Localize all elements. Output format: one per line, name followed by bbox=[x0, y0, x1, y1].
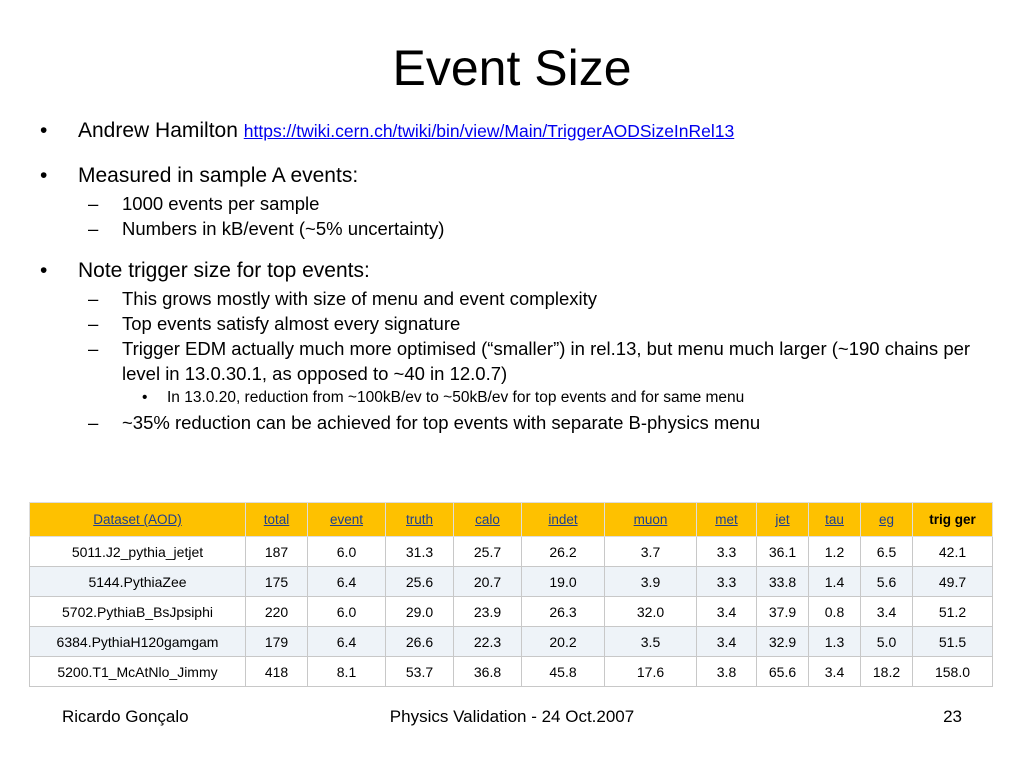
size-value-cell: 53.7 bbox=[386, 657, 454, 687]
header-link[interactable]: event bbox=[329, 512, 364, 527]
size-value-cell: 23.9 bbox=[454, 597, 522, 627]
table-row bbox=[30, 627, 993, 657]
sub-bullet bbox=[38, 286, 998, 311]
header-link[interactable]: jet bbox=[775, 512, 790, 527]
size-value-cell: 179 bbox=[246, 627, 308, 657]
size-value-cell: 29.0 bbox=[386, 597, 454, 627]
size-value-cell: 3.4 bbox=[697, 627, 757, 657]
size-value-cell: 5.6 bbox=[861, 567, 913, 597]
size-value-cell: 187 bbox=[246, 537, 308, 567]
size-value-cell: 6.5 bbox=[861, 537, 913, 567]
bullet-marker: • bbox=[40, 259, 48, 282]
size-value-cell: 175 bbox=[246, 567, 308, 597]
dataset-name-cell: 5702.PythiaB_BsJpsiphi bbox=[30, 597, 246, 627]
size-value-cell: 158.0 bbox=[913, 657, 993, 687]
bullet-list bbox=[38, 116, 998, 435]
sub-bullet bbox=[38, 336, 998, 386]
sub-bullet bbox=[38, 191, 998, 216]
slide-title: Event Size bbox=[392, 40, 632, 96]
size-value-cell: 36.1 bbox=[757, 537, 809, 567]
sub-bullet-text: Top events satisfy almost every signature bbox=[122, 313, 461, 334]
footer-author: Ricardo Gonçalo bbox=[62, 707, 189, 726]
bullet-measured bbox=[38, 161, 998, 191]
dash-marker: – bbox=[88, 313, 99, 334]
size-value-cell: 17.6 bbox=[605, 657, 697, 687]
col-header-met[interactable] bbox=[697, 503, 757, 537]
size-value-cell: 18.2 bbox=[861, 657, 913, 687]
size-value-cell: 8.1 bbox=[308, 657, 386, 687]
col-header-truth[interactable] bbox=[386, 503, 454, 537]
size-value-cell: 65.6 bbox=[757, 657, 809, 687]
dash-marker: – bbox=[88, 218, 99, 239]
header-link[interactable]: calo bbox=[475, 512, 500, 527]
size-value-cell: 20.2 bbox=[522, 627, 605, 657]
bullet-trigger-note bbox=[38, 256, 998, 286]
table-row bbox=[30, 567, 993, 597]
size-value-cell: 6.0 bbox=[308, 537, 386, 567]
sub-sub-bullet bbox=[38, 386, 998, 410]
event-size-table bbox=[29, 502, 993, 687]
size-value-cell: 25.6 bbox=[386, 567, 454, 597]
size-value-cell: 32.9 bbox=[757, 627, 809, 657]
size-value-cell: 51.2 bbox=[913, 597, 993, 627]
col-header-indet[interactable] bbox=[522, 503, 605, 537]
bullet-marker: • bbox=[142, 389, 148, 406]
col-header-event[interactable] bbox=[308, 503, 386, 537]
header-link[interactable]: total bbox=[263, 512, 290, 527]
sub-bullet bbox=[38, 216, 998, 241]
header-link[interactable]: muon bbox=[633, 512, 668, 527]
twiki-link[interactable]: https://twiki.cern.ch/twiki/bin/view/Main/TriggerAODSizeInRel13 bbox=[243, 121, 735, 141]
size-value-cell: 25.7 bbox=[454, 537, 522, 567]
size-value-cell: 33.8 bbox=[757, 567, 809, 597]
dash-marker: – bbox=[88, 338, 99, 359]
header-link[interactable]: truth bbox=[405, 512, 433, 527]
size-value-cell: 3.7 bbox=[605, 537, 697, 567]
sub-bullet-text: ~35% reduction can be achieved for top events with separate B-physics menu bbox=[122, 412, 761, 433]
size-value-cell: 220 bbox=[246, 597, 308, 627]
size-value-cell: 51.5 bbox=[913, 627, 993, 657]
size-value-cell: 3.4 bbox=[861, 597, 913, 627]
footer-page-number: 23 bbox=[943, 707, 962, 726]
size-value-cell: 42.1 bbox=[913, 537, 993, 567]
size-value-cell: 26.3 bbox=[522, 597, 605, 627]
size-value-cell: 26.2 bbox=[522, 537, 605, 567]
size-value-cell: 22.3 bbox=[454, 627, 522, 657]
sub-bullet bbox=[38, 410, 998, 435]
table-row bbox=[30, 537, 993, 567]
size-value-cell: 32.0 bbox=[605, 597, 697, 627]
sub-bullet-text: This grows mostly with size of menu and event complexity bbox=[122, 288, 598, 309]
col-header-calo[interactable] bbox=[454, 503, 522, 537]
size-value-cell: 19.0 bbox=[522, 567, 605, 597]
footer-event: Physics Validation - 24 Oct.2007 bbox=[389, 707, 635, 726]
size-value-cell: 1.3 bbox=[809, 627, 861, 657]
col-header-trigger: trig ger bbox=[913, 503, 993, 537]
col-header-muon[interactable] bbox=[605, 503, 697, 537]
sub-sub-bullet-text: In 13.0.20, reduction from ~100kB/ev to ~50kB/ev for top events and for same menu bbox=[167, 389, 745, 406]
dash-marker: – bbox=[88, 288, 99, 309]
table-row bbox=[30, 657, 993, 687]
size-value-cell: 3.4 bbox=[809, 657, 861, 687]
dash-marker: – bbox=[88, 412, 99, 433]
dataset-name-cell: 5011.J2_pythia_jetjet bbox=[30, 537, 246, 567]
dataset-name-cell: 6384.PythiaH120gamgam bbox=[30, 627, 246, 657]
sub-bullet-text: 1000 events per sample bbox=[122, 193, 320, 214]
author-name: Andrew Hamilton bbox=[78, 119, 238, 142]
bullet-text: Note trigger size for top events: bbox=[78, 259, 370, 282]
dash-marker: – bbox=[88, 193, 99, 214]
col-header-tau[interactable] bbox=[809, 503, 861, 537]
col-header-jet[interactable] bbox=[757, 503, 809, 537]
table-row bbox=[30, 597, 993, 627]
size-value-cell: 45.8 bbox=[522, 657, 605, 687]
dataset-name-cell: 5200.T1_McAtNlo_Jimmy bbox=[30, 657, 246, 687]
size-value-cell: 418 bbox=[246, 657, 308, 687]
size-value-cell: 49.7 bbox=[913, 567, 993, 597]
size-value-cell: 3.8 bbox=[697, 657, 757, 687]
size-value-cell: 6.4 bbox=[308, 627, 386, 657]
size-value-cell: 20.7 bbox=[454, 567, 522, 597]
size-value-cell: 0.8 bbox=[809, 597, 861, 627]
size-value-cell: 1.2 bbox=[809, 537, 861, 567]
sub-bullet-text: Trigger EDM actually much more optimised (“smaller”) in rel.13, but menu much larger (~190 chains per level in 13.0.30.1, as opposed to ~40 in 12.0.7) bbox=[122, 338, 971, 384]
size-value-cell: 26.6 bbox=[386, 627, 454, 657]
table-header-row bbox=[30, 503, 993, 537]
header-link[interactable]: tau bbox=[825, 512, 844, 527]
size-value-cell: 3.3 bbox=[697, 537, 757, 567]
size-value-cell: 36.8 bbox=[454, 657, 522, 687]
header-link[interactable]: Dataset (AOD) bbox=[93, 512, 182, 527]
size-value-cell: 6.0 bbox=[308, 597, 386, 627]
header-link[interactable]: met bbox=[715, 512, 738, 527]
sub-bullet bbox=[38, 311, 998, 336]
size-value-cell: 3.4 bbox=[697, 597, 757, 627]
table-body bbox=[30, 537, 993, 687]
col-header-dataset[interactable] bbox=[30, 503, 246, 537]
size-value-cell: 37.9 bbox=[757, 597, 809, 627]
size-value-cell: 3.9 bbox=[605, 567, 697, 597]
bullet-author bbox=[38, 116, 998, 146]
sub-bullet-text: Numbers in kB/event (~5% uncertainty) bbox=[122, 218, 445, 239]
size-value-cell: 3.5 bbox=[605, 627, 697, 657]
size-value-cell: 6.4 bbox=[308, 567, 386, 597]
dataset-name-cell: 5144.PythiaZee bbox=[30, 567, 246, 597]
size-value-cell: 31.3 bbox=[386, 537, 454, 567]
bullet-marker: • bbox=[40, 164, 48, 187]
size-value-cell: 1.4 bbox=[809, 567, 861, 597]
header-link[interactable]: indet bbox=[548, 512, 578, 527]
bullet-marker: • bbox=[40, 119, 48, 142]
size-value-cell: 5.0 bbox=[861, 627, 913, 657]
header-link[interactable]: eg bbox=[878, 512, 895, 527]
col-header-eg[interactable] bbox=[861, 503, 913, 537]
size-value-cell: 3.3 bbox=[697, 567, 757, 597]
bullet-text: Measured in sample A events: bbox=[78, 164, 359, 187]
col-header-total[interactable] bbox=[246, 503, 308, 537]
